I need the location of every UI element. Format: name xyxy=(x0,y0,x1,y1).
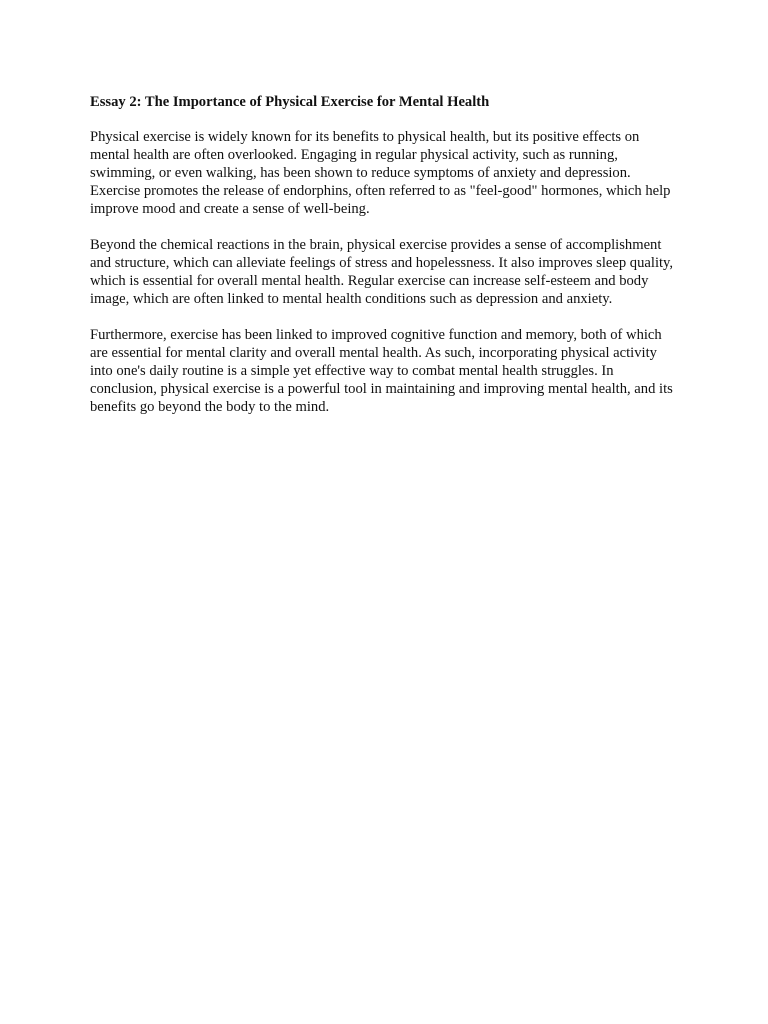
document-body xyxy=(90,93,680,434)
paragraph-2: Beyond the chemical reactions in the brain, physical exercise provides a sense of accomplishment and structure, which can alleviate feelings of stress and hopelessness. It also improves sleep quality, which is essential for overall mental health. Regular exercise can increase self-esteem and body image, which are often linked to mental health conditions such as depression and anxiety. xyxy=(90,237,674,307)
paragraph-3: Furthermore, exercise has been linked to improved cognitive function and memory, both of which are essential for mental clarity and overall mental health. As such, incorporating physical activity into one's daily routine is a simple yet effective way to combat mental health struggles. In conclusion, physical exercise is a powerful tool in maintaining and improving mental health, and its benefits go beyond the body to the mind. xyxy=(90,327,673,415)
essay-title: Essay 2: The Importance of Physical Exercise for Mental Health xyxy=(90,94,490,110)
paragraph-1: Physical exercise is widely known for its benefits to physical health, but its positive effects on mental health are often overlooked. Engaging in regular physical activity, such as running, swimming, or even walking, has been shown to reduce symptoms of anxiety and depression. Exercise promotes the release of endorphins, often referred to as "feel-good" hormones, which help improve mood and create a sense of well-being. xyxy=(90,129,671,217)
